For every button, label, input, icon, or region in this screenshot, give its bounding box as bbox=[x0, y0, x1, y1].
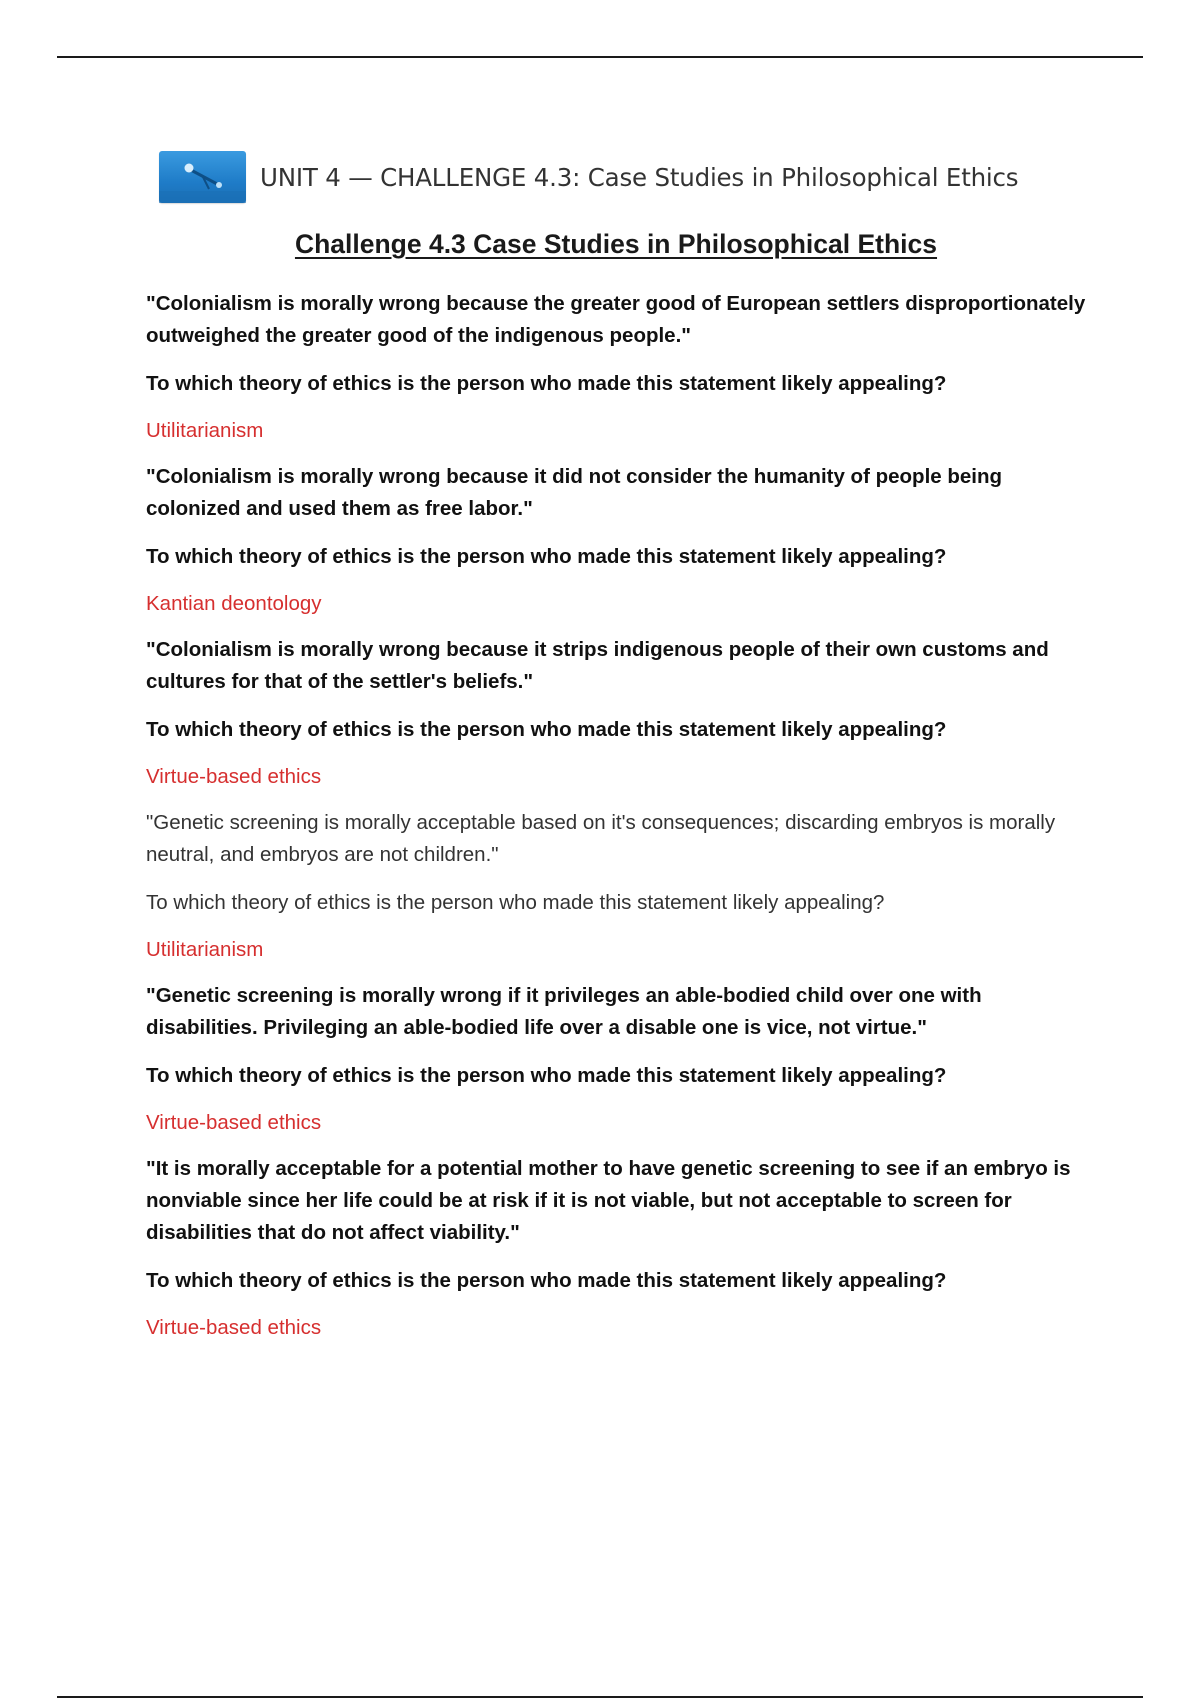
question-3: To which theory of ethics is the person who made this statement likely appealing? bbox=[146, 718, 947, 741]
statement-3: "Colonialism is morally wrong because it strips indigenous people of their own customs and cultures for that of the settler's beliefs." bbox=[146, 638, 1049, 693]
question-2: To which theory of ethics is the person who made this statement likely appealing? bbox=[146, 545, 947, 568]
answer-5: Virtue-based ethics bbox=[146, 1111, 322, 1134]
answer-6: Virtue-based ethics bbox=[146, 1316, 322, 1339]
statement-1: "Colonialism is morally wrong because the greater good of European settlers disproportionately outweighed the greater good of the indigenous people." bbox=[146, 292, 1086, 347]
document-body bbox=[146, 288, 1091, 1358]
unit-header bbox=[159, 151, 1018, 203]
statement-2: "Colonialism is morally wrong because it did not consider the humanity of people being colonized and used them as free labor." bbox=[146, 465, 1003, 520]
course-thumbnail-icon bbox=[159, 151, 246, 203]
statement-5: "Genetic screening is morally wrong if it privileges an able-bodied child over one with disabilities. Privileging an able-bodied life over a disable one is vice, not virtue." bbox=[146, 984, 982, 1039]
top-rule bbox=[57, 56, 1143, 58]
question-6: To which theory of ethics is the person who made this statement likely appealing? bbox=[146, 1269, 947, 1292]
bottom-rule bbox=[57, 1696, 1143, 1698]
unit-header-title: UNIT 4 — CHALLENGE 4.3: Case Studies in Philosophical Ethics bbox=[260, 162, 1019, 192]
question-5: To which theory of ethics is the person who made this statement likely appealing? bbox=[146, 1064, 947, 1087]
statement-4: "Genetic screening is morally acceptable based on it's consequences; discarding embryos is morally neutral, and embryos are not children." bbox=[146, 811, 1056, 866]
document-title: Challenge 4.3 Case Studies in Philosophical Ethics bbox=[294, 229, 938, 259]
question-4: To which theory of ethics is the person who made this statement likely appealing? bbox=[146, 891, 885, 914]
question-1: To which theory of ethics is the person who made this statement likely appealing? bbox=[146, 372, 947, 395]
answer-2: Kantian deontology bbox=[146, 592, 322, 615]
statement-6: "It is morally acceptable for a potential mother to have genetic screening to see if an embryo is nonviable since her life could be at risk if it is not viable, but not acceptable to screen for disabilities that do not affect viability." bbox=[146, 1157, 1071, 1244]
answer-3: Virtue-based ethics bbox=[146, 765, 322, 788]
answer-4: Utilitarianism bbox=[146, 938, 264, 961]
answer-1: Utilitarianism bbox=[146, 419, 264, 442]
